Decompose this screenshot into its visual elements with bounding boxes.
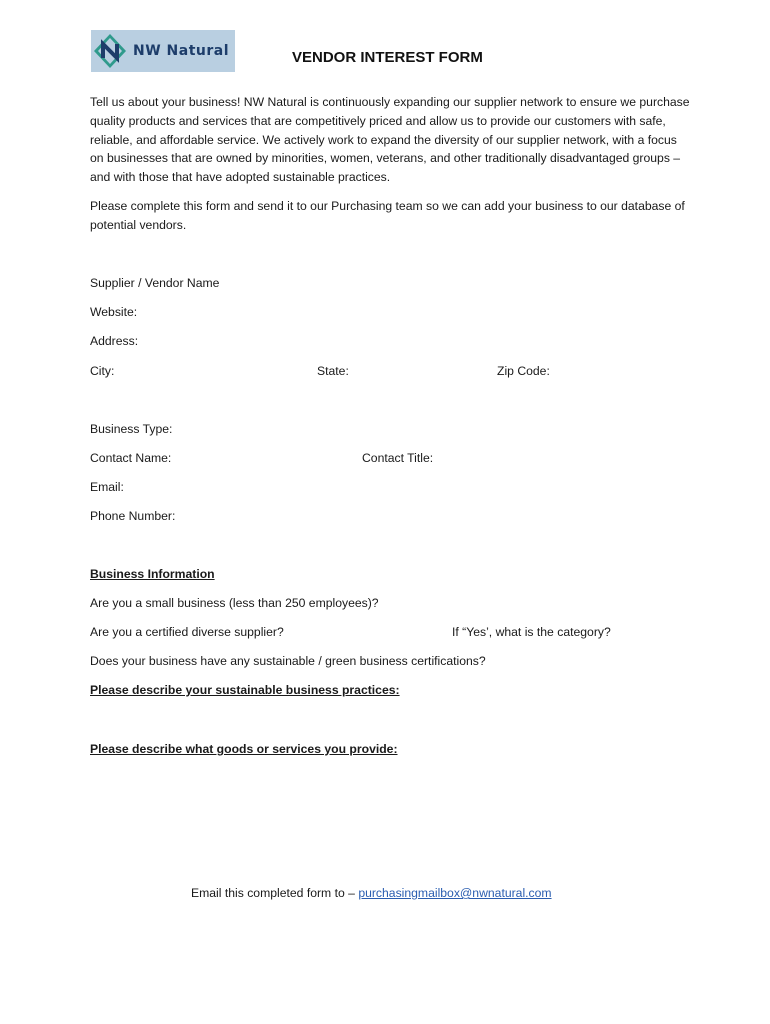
instructions-paragraph: Please complete this form and send it to our Purchasing team so we can add your business to our database of potential vendors. (90, 199, 685, 232)
zip-code-label: Zip Code: (497, 364, 550, 378)
page-title: VENDOR INTEREST FORM (292, 49, 483, 66)
footer-line (191, 886, 552, 900)
goods-services-question: Please describe what goods or services you provide: (90, 742, 398, 756)
small-business-question: Are you a small business (less than 250 employees)? (90, 596, 379, 610)
company-logo (91, 30, 235, 72)
city-label: City: (90, 364, 115, 378)
intro-paragraph: Tell us about your business! NW Natural is continuously expanding our supplier network to ensure we purchase quality products and services that are competitively priced and allow us to provide our customers with safe, reliable, and affordable service. We actively work to expand the diversity of our supplier network, with a focus on businesses that are owned by minorities, women, veterans, and other traditionally disadvantaged groups – and with those that have adopted sustainable practices. (90, 95, 690, 185)
phone-number-label: Phone Number: (90, 509, 176, 523)
green-certification-question: Does your business have any sustainable / green business certifications? (90, 654, 486, 668)
state-label: State: (317, 364, 349, 378)
business-type-label: Business Type: (90, 422, 173, 436)
sustainable-practices-question: Please describe your sustainable business practices: (90, 683, 400, 697)
contact-name-label: Contact Name: (90, 451, 172, 465)
diverse-supplier-question: Are you a certified diverse supplier? (90, 625, 284, 639)
purchasing-email-link[interactable]: purchasingmailbox@nwnatural.com (358, 886, 552, 900)
email-label: Email: (90, 480, 124, 494)
website-label: Website: (90, 305, 138, 319)
footer-prefix: Email this completed form to – (191, 886, 359, 900)
address-label: Address: (90, 334, 139, 348)
nw-natural-logo-mark-icon (93, 33, 127, 69)
business-information-heading: Business Information (90, 567, 215, 581)
vendor-name-label: Supplier / Vendor Name (90, 276, 220, 290)
logo-text: NW Natural (133, 43, 230, 59)
contact-title-label: Contact Title: (362, 451, 434, 465)
diverse-category-question: If “Yes’, what is the category? (452, 625, 611, 639)
